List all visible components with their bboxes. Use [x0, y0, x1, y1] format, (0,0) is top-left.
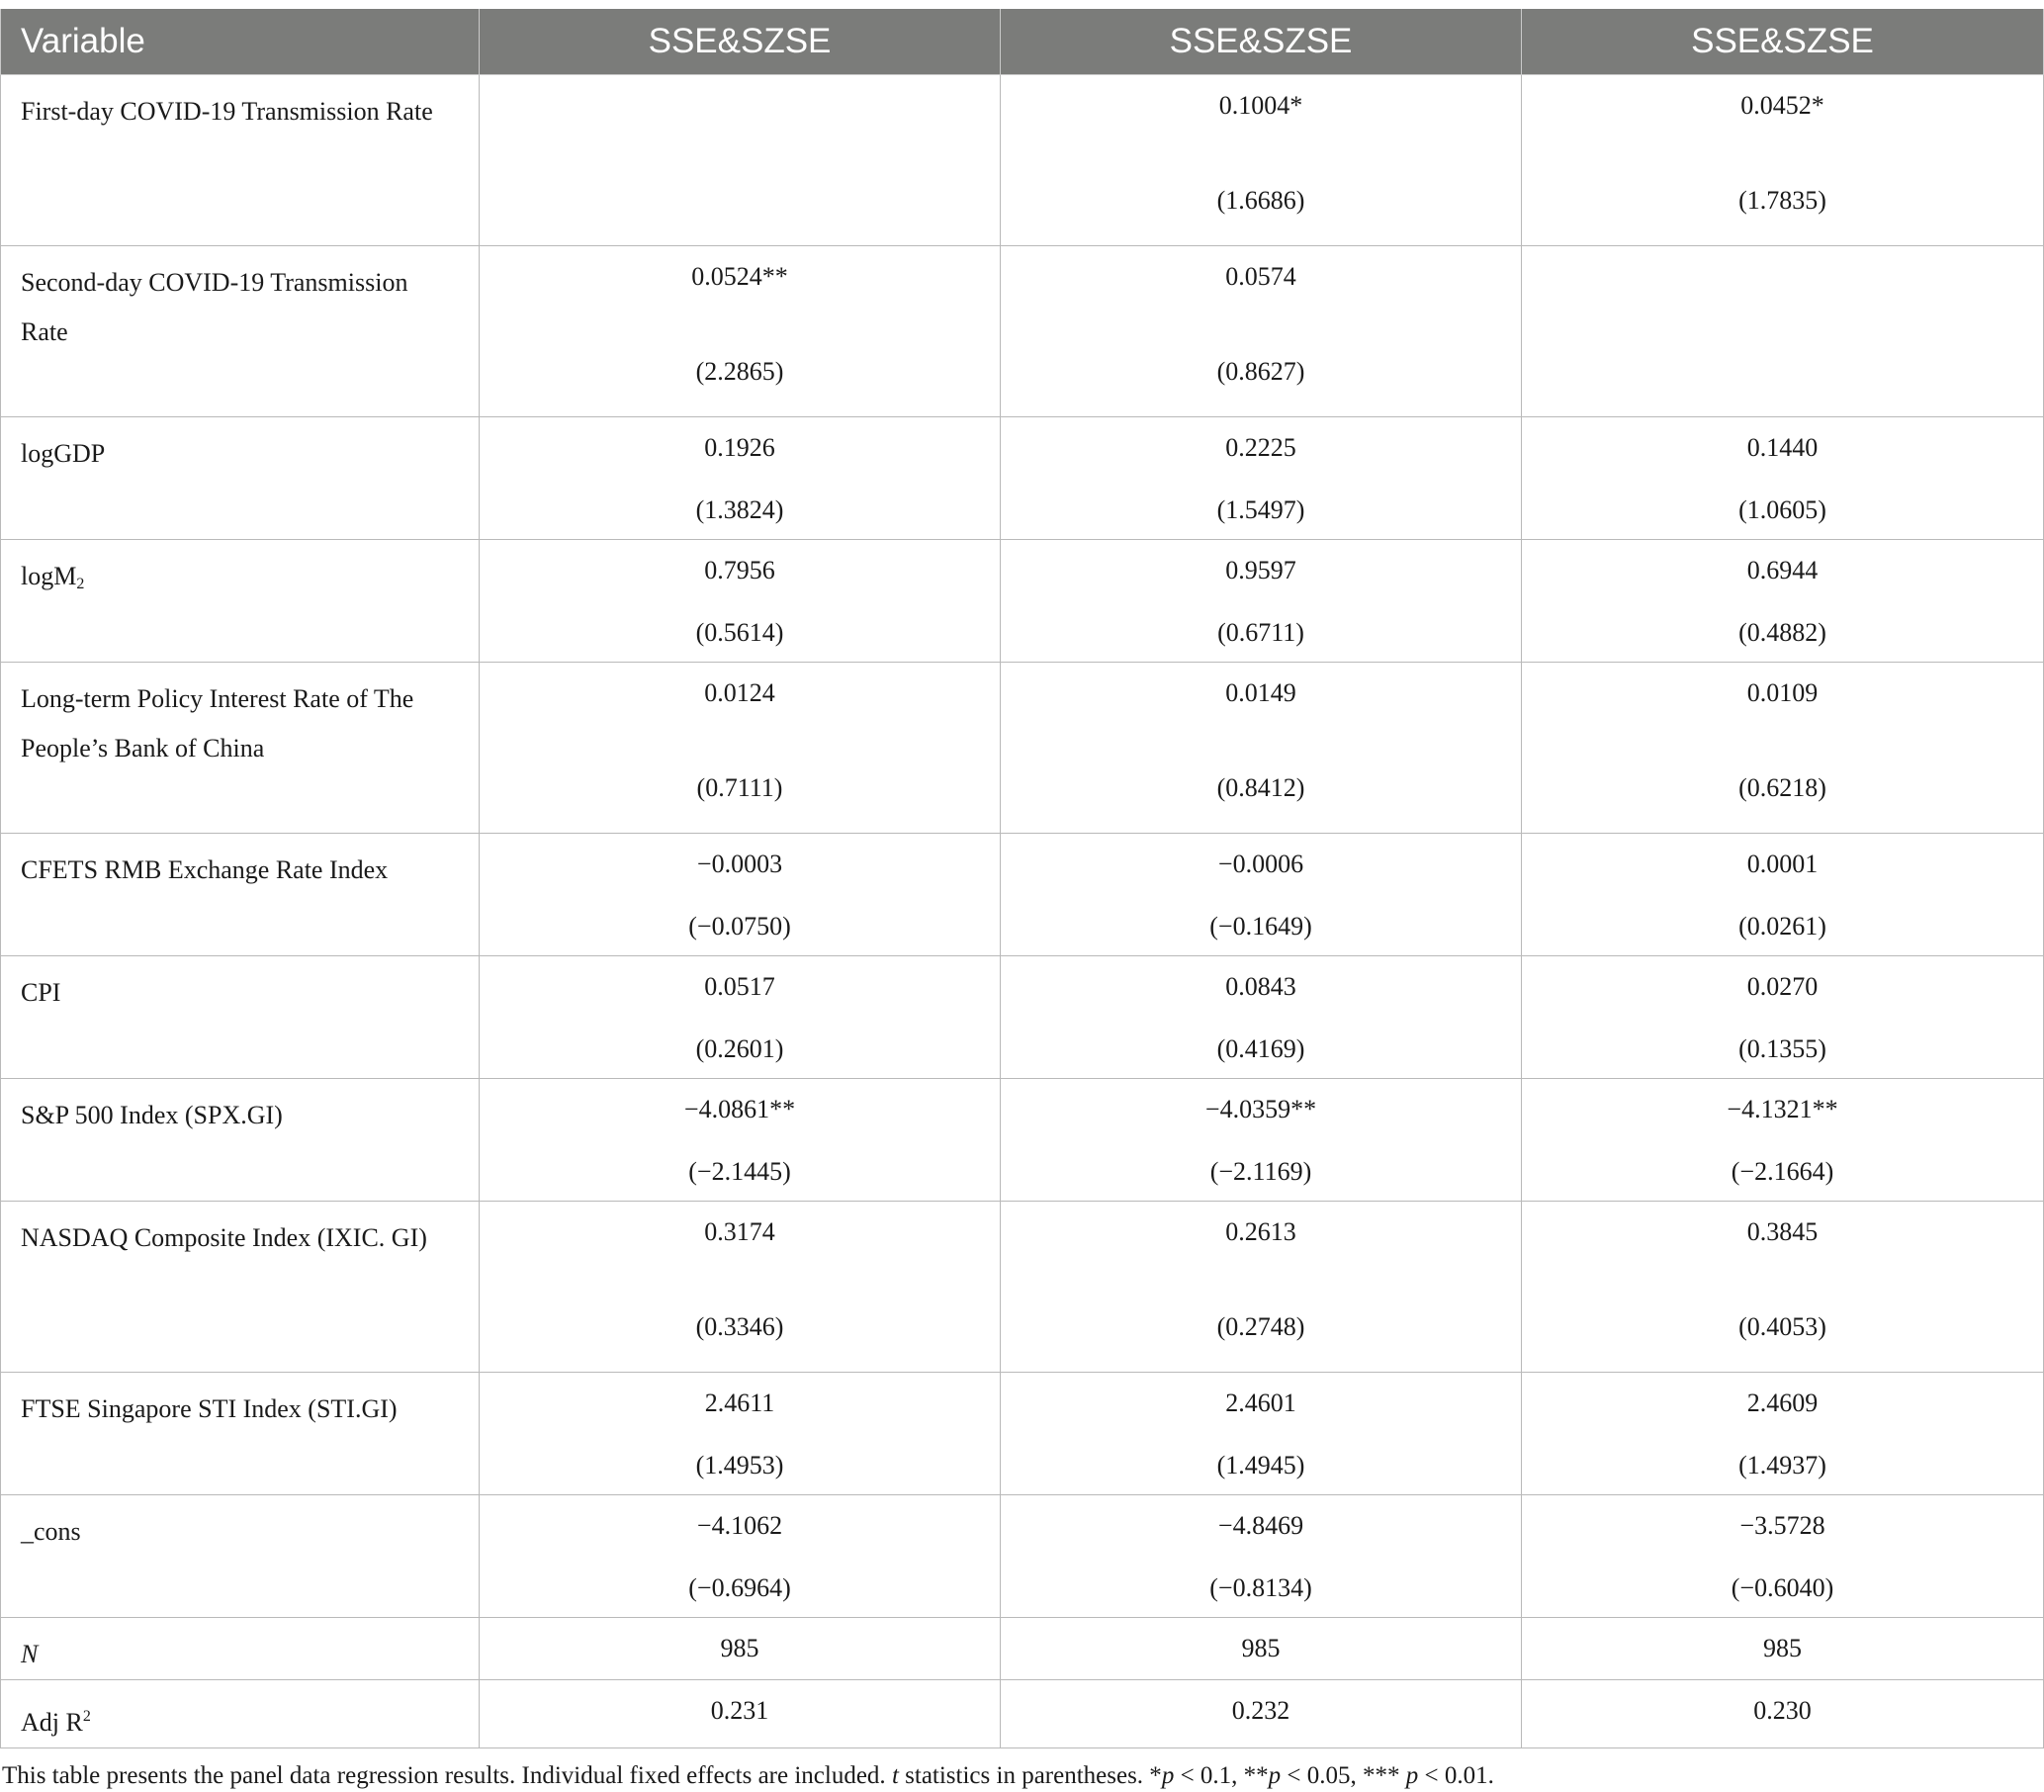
footnote-text: < 0.01.	[1418, 1762, 1494, 1789]
row-label: N	[21, 1640, 39, 1668]
coefficient: −0.0006	[1217, 850, 1304, 878]
coefficient: 0.0574	[1225, 262, 1296, 291]
value-cell	[1522, 956, 2044, 1079]
value-cell	[1001, 1495, 1522, 1618]
coefficient: 0.9597	[1225, 556, 1296, 584]
coefficient: 0.1926	[704, 433, 775, 462]
stat-value: 0.230	[1753, 1696, 1812, 1725]
row-label-cell	[1, 417, 480, 540]
row-label-cell	[1, 1495, 480, 1618]
value-cell	[1001, 1202, 1522, 1373]
t-statistic: (1.4937)	[1738, 1451, 1826, 1479]
table-row	[1, 834, 2044, 956]
table-row-adj-r2	[1, 1680, 2044, 1748]
coefficient: 0.2613	[1225, 1217, 1296, 1246]
superscript: 2	[82, 1708, 91, 1725]
row-label: First-day COVID-19 Transmission Rate	[21, 97, 433, 126]
coefficient: 0.7956	[704, 556, 775, 584]
value-cell	[1001, 956, 1522, 1079]
value-cell	[1522, 1495, 2044, 1618]
table-row	[1, 1079, 2044, 1202]
t-statistic: (−2.1445)	[688, 1157, 791, 1186]
coefficient: −0.0003	[696, 850, 783, 878]
value-cell	[480, 663, 1001, 834]
table-row	[1, 540, 2044, 663]
value-cell	[1001, 834, 1522, 956]
row-label: _cons	[21, 1517, 81, 1546]
t-statistic: (0.5614)	[695, 618, 784, 647]
coefficient: 0.0517	[704, 972, 775, 1001]
row-label-cell	[1, 956, 480, 1079]
footnote-italic-t: t	[891, 1762, 899, 1789]
t-statistic: (1.0605)	[1738, 495, 1826, 524]
value-cell	[1001, 1680, 1522, 1748]
row-label: logGDP	[21, 439, 106, 468]
value-cell	[1522, 1680, 2044, 1748]
value-cell	[480, 1495, 1001, 1618]
value-cell	[1001, 417, 1522, 540]
footnote-italic-p: p	[1268, 1762, 1282, 1789]
row-label: CPI	[21, 978, 61, 1007]
footnote-text: This table presents the panel data regression results. Individual fixed effects are included.	[2, 1762, 892, 1789]
t-statistic: (1.3824)	[695, 495, 784, 524]
coefficient: −4.0861**	[683, 1095, 796, 1123]
t-statistic: (−2.1664)	[1731, 1157, 1834, 1186]
coefficient: 2.4601	[1225, 1389, 1296, 1417]
value-cell	[480, 246, 1001, 417]
value-cell	[480, 417, 1001, 540]
t-statistic: (−0.0750)	[688, 912, 791, 941]
row-label-cell	[1, 246, 480, 417]
value-cell	[480, 1680, 1001, 1748]
table-footnote	[0, 1748, 2044, 1790]
t-statistic: (0.6711)	[1217, 618, 1304, 647]
stat-value: 985	[1241, 1634, 1281, 1662]
t-statistic: (−0.6040)	[1731, 1573, 1834, 1602]
table-row	[1, 75, 2044, 246]
header-column-3: SSE&SZSE	[1522, 9, 2044, 75]
table-row-observations	[1, 1618, 2044, 1680]
value-cell	[1522, 1202, 2044, 1373]
t-statistic: (2.2865)	[695, 357, 784, 386]
t-statistic: (0.1355)	[1738, 1034, 1826, 1063]
coefficient: 2.4609	[1746, 1389, 1819, 1417]
header-column-2: SSE&SZSE	[1001, 9, 1522, 75]
coefficient: 0.0001	[1746, 850, 1819, 878]
value-cell	[1522, 663, 2044, 834]
t-statistic: (0.7111)	[696, 773, 783, 802]
coefficient: 0.0124	[704, 678, 775, 707]
table-row	[1, 1495, 2044, 1618]
regression-table-container	[0, 9, 2044, 1790]
stat-value: 985	[1763, 1634, 1802, 1662]
row-label: Long-term Policy Interest Rate of The People’s Bank of China	[21, 684, 414, 762]
row-label-cell	[1, 663, 480, 834]
coefficient: −3.5728	[1739, 1511, 1825, 1540]
subscript: 2	[76, 576, 85, 592]
value-cell	[1522, 246, 2044, 417]
row-label: Second-day COVID-19 Transmission Rate	[21, 268, 408, 346]
table-row	[1, 663, 2044, 834]
t-statistic: (−2.1169)	[1209, 1157, 1312, 1186]
value-cell	[480, 1373, 1001, 1495]
table-row	[1, 417, 2044, 540]
value-cell	[480, 1202, 1001, 1373]
footnote-italic-p: p	[1405, 1762, 1419, 1789]
t-statistic: (1.6686)	[1216, 186, 1305, 215]
stat-value: 0.232	[1231, 1696, 1290, 1725]
coefficient: 2.4611	[704, 1389, 775, 1417]
value-cell	[1522, 540, 2044, 663]
stat-value: 0.231	[710, 1696, 769, 1725]
row-label: FTSE Singapore STI Index (STI.GI)	[21, 1394, 398, 1423]
coefficient: 0.1440	[1746, 433, 1819, 462]
coefficient: −4.1321**	[1727, 1095, 1838, 1123]
t-statistic: (−0.8134)	[1209, 1573, 1312, 1602]
t-statistic: (0.4053)	[1738, 1312, 1826, 1341]
row-label: NASDAQ Composite Index (IXIC. GI)	[21, 1223, 427, 1252]
value-cell	[1001, 1373, 1522, 1495]
coefficient: 0.0524**	[691, 262, 788, 291]
value-cell	[1001, 246, 1522, 417]
value-cell	[480, 1079, 1001, 1202]
coefficient: 0.0270	[1746, 972, 1819, 1001]
coefficient: −4.1062	[696, 1511, 783, 1540]
value-cell	[1522, 1618, 2044, 1680]
stat-value: 985	[720, 1634, 759, 1662]
t-statistic: (0.6218)	[1738, 773, 1826, 802]
t-statistic: (1.5497)	[1216, 495, 1305, 524]
t-statistic: (0.4882)	[1738, 618, 1826, 647]
table-header-row	[1, 9, 2044, 75]
table-row	[1, 246, 2044, 417]
coefficient: 0.0843	[1225, 972, 1296, 1001]
row-label	[1, 540, 479, 609]
row-label-cell	[1, 1680, 480, 1748]
row-label-cell	[1, 75, 480, 246]
row-label: S&P 500 Index (SPX.GI)	[21, 1101, 283, 1129]
t-statistic: (1.7835)	[1738, 186, 1826, 215]
coefficient: 0.2225	[1225, 433, 1296, 462]
row-label-cell	[1, 1202, 480, 1373]
value-cell	[480, 1618, 1001, 1680]
t-statistic: (0.8627)	[1216, 357, 1305, 386]
value-cell	[1522, 1373, 2044, 1495]
coefficient: 0.3845	[1746, 1217, 1819, 1246]
value-cell	[1001, 1618, 1522, 1680]
value-cell	[1001, 75, 1522, 246]
value-cell	[1001, 540, 1522, 663]
table-row	[1, 1373, 2044, 1495]
value-cell	[1522, 834, 2044, 956]
value-cell	[1522, 417, 2044, 540]
t-statistic: (−0.6964)	[688, 1573, 791, 1602]
footnote-text: < 0.1, **	[1174, 1762, 1269, 1789]
value-cell	[1522, 75, 2044, 246]
value-cell	[480, 75, 1001, 246]
footnote-text: statistics in parentheses. *	[898, 1762, 1162, 1789]
value-cell	[1522, 1079, 2044, 1202]
regression-table	[0, 9, 2044, 1748]
t-statistic: (0.8412)	[1216, 773, 1305, 802]
t-statistic: (0.3346)	[695, 1312, 784, 1341]
footnote-text: < 0.05, ***	[1281, 1762, 1406, 1789]
header-variable: Variable	[1, 9, 480, 75]
coefficient: −4.0359**	[1204, 1095, 1317, 1123]
value-cell	[480, 834, 1001, 956]
row-label-text: Adj R	[21, 1708, 83, 1737]
coefficient: 0.0109	[1746, 678, 1819, 707]
value-cell	[1001, 663, 1522, 834]
t-statistic: (−0.1649)	[1209, 912, 1312, 941]
coefficient: 0.0452*	[1740, 91, 1824, 120]
coefficient: 0.3174	[704, 1217, 775, 1246]
row-label: CFETS RMB Exchange Rate Index	[21, 855, 389, 884]
coefficient: 0.1004*	[1218, 91, 1303, 120]
t-statistic: (0.4169)	[1216, 1034, 1305, 1063]
row-label-cell	[1, 540, 480, 663]
t-statistic: (1.4953)	[695, 1451, 784, 1479]
table-row	[1, 956, 2044, 1079]
value-cell	[480, 540, 1001, 663]
table-row	[1, 1202, 2044, 1373]
coefficient: 0.6944	[1746, 556, 1819, 584]
coefficient: −4.8469	[1217, 1511, 1304, 1540]
row-label-cell	[1, 1618, 480, 1680]
value-cell	[480, 956, 1001, 1079]
row-label-cell	[1, 834, 480, 956]
row-label-cell	[1, 1373, 480, 1495]
row-label-text: logM	[21, 562, 77, 590]
t-statistic: (1.4945)	[1216, 1451, 1305, 1479]
t-statistic: (0.2748)	[1216, 1312, 1305, 1341]
footnote-italic-p: p	[1161, 1762, 1175, 1789]
row-label-cell	[1, 1079, 480, 1202]
t-statistic: (0.0261)	[1738, 912, 1826, 941]
value-cell	[1001, 1079, 1522, 1202]
coefficient: 0.0149	[1225, 678, 1296, 707]
row-label	[1, 1680, 479, 1747]
t-statistic: (0.2601)	[695, 1034, 784, 1063]
header-column-1: SSE&SZSE	[480, 9, 1001, 75]
